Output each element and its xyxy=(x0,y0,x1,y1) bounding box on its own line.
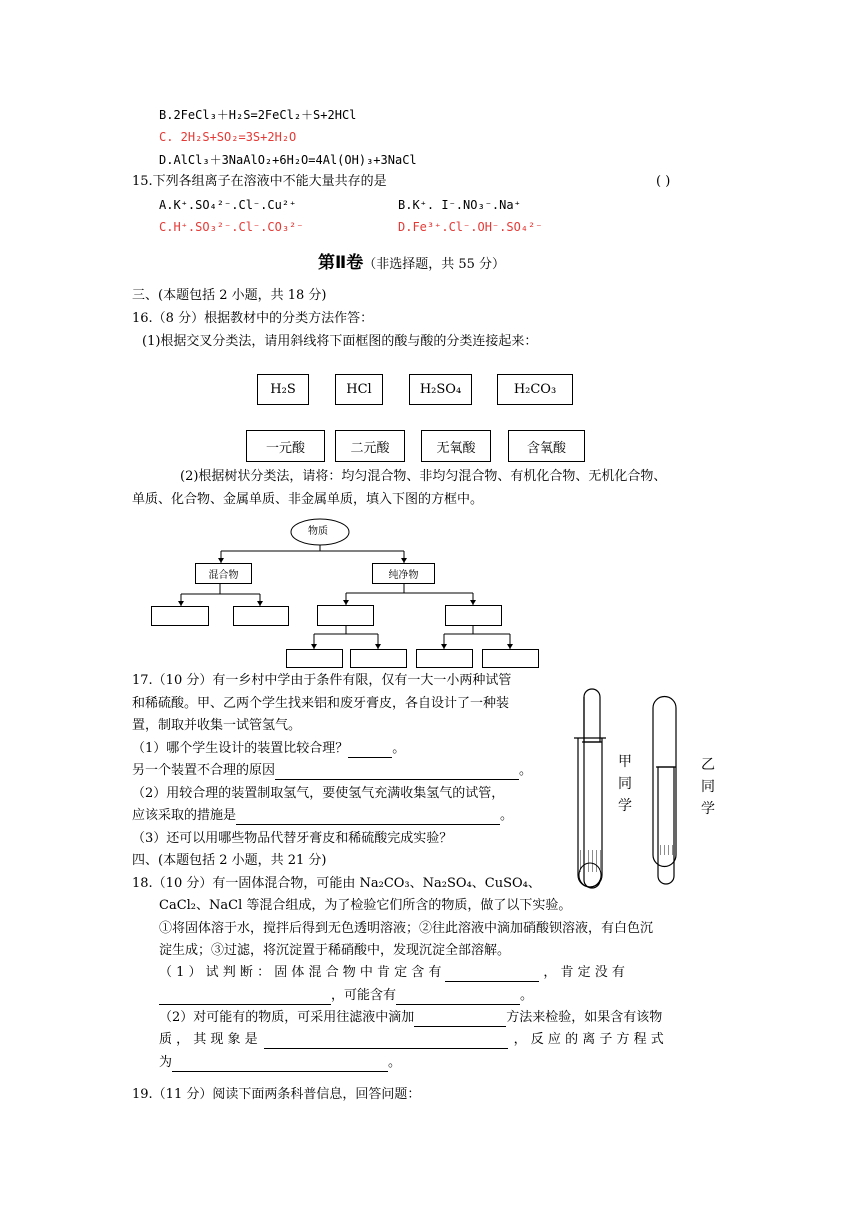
q17-reason-end: 。 xyxy=(519,763,533,778)
q18-blank-equation[interactable] xyxy=(172,1057,388,1072)
q16-part2-line1: (2)根据树状分类法，请将：均匀混合物、非均匀混合物、有机化合物、无机化合物、 xyxy=(180,469,667,484)
q17-line2: 和稀硫酸。甲、乙两个学生找来铝和废牙膏皮，各自设计了一种装 xyxy=(132,696,510,711)
q18-sub2-text-b: 方法来检验，如果含有该物 xyxy=(506,1010,663,1025)
q18-blank-reagent[interactable] xyxy=(414,1012,506,1027)
q18-sub2-text: （2）对可能有的物质，可采用往滤液中滴加 xyxy=(159,1010,415,1025)
tree-root-label: 物质 xyxy=(308,526,328,537)
q18-line4: 淀生成；③过滤，将沉淀置于稀硝酸中，发现沉淀全部溶解。 xyxy=(159,943,511,958)
label-char: 同 xyxy=(701,779,715,795)
acid-box-hcl: HCl xyxy=(335,374,383,405)
label-char: 甲 xyxy=(618,754,632,770)
acid-box-h2s: H₂S xyxy=(257,374,309,405)
q17-reason-text: 另一个装置不合理的原因 xyxy=(132,763,276,778)
label-jia-student xyxy=(617,751,633,817)
type-box-oxygen-free: 无氧酸 xyxy=(421,430,491,462)
part2-subtitle: （非选择题，共 55 分） xyxy=(363,257,506,272)
q18-sub2-text-d: ， 反 应 的 离 子 方 程 式 xyxy=(513,1032,664,1047)
q15-option-c: C.H⁺.SO₃²⁻.Cl⁻.CO₃²⁻ xyxy=(159,220,304,234)
q18-sub1-text-b: ， 肯 定 没 有 xyxy=(543,965,625,980)
q17-line1: 17.（10 分）有一乡村中学由于条件有限，仅有一大一小两种试管 xyxy=(132,673,512,688)
acid-box-h2so4: H₂SO₄ xyxy=(409,374,472,405)
tree-pure-box: 纯净物 xyxy=(372,563,435,584)
q18-line3: ①将固体溶于水，搅拌后得到无色透明溶液；②往此溶液中滴加硝酸钡溶液，有白色沉 xyxy=(159,921,654,936)
tube-yi xyxy=(653,697,676,885)
q16-part1: (1)根据交叉分类法，请用斜线将下面框图的酸与酸的分类连接起来： xyxy=(142,334,538,349)
label-char: 学 xyxy=(701,801,715,817)
q18-line1: 18.（10 分）有一固体混合物，可能由 Na₂CO₃、Na₂SO₄、CuSO₄、 xyxy=(132,876,541,891)
q17-line3: 置，制取并收集一试管氢气。 xyxy=(132,718,302,733)
q14-option-b: B.2FeCl₃＋H₂S=2FeCl₂＋S+2HCl xyxy=(159,108,357,122)
q18-sub2-line3 xyxy=(159,1054,401,1072)
q14-option-d: D.AlCl₃＋3NaAlO₂+6H₂O=4Al(OH)₃+3NaCl xyxy=(159,153,417,167)
tree-mixture-box: 混合物 xyxy=(195,563,252,584)
q15-answer-paren: ( ) xyxy=(656,174,671,189)
q18-sub1-end: 。 xyxy=(520,988,534,1003)
q19-stem: 19.（11 分）阅读下面两条科普信息，回答问题： xyxy=(132,1087,421,1102)
q18-line2: CaCl₂、NaCl 等混合组成，为了检验它们所含的物质，做了以下实验。 xyxy=(159,898,572,913)
label-char: 乙 xyxy=(701,757,715,773)
q15-option-d: D.Fe³⁺.Cl⁻.OH⁻.SO₄²⁻ xyxy=(398,220,543,234)
q18-sub2-line1 xyxy=(159,1009,662,1027)
label-char: 学 xyxy=(618,798,632,814)
type-box-oxyacid: 含氧酸 xyxy=(508,430,585,462)
type-box-diprotic: 二元酸 xyxy=(335,430,405,462)
label-char: 同 xyxy=(618,776,632,792)
section-4-heading: 四、(本题包括 2 小题，共 21 分) xyxy=(132,853,327,868)
label-yi-student xyxy=(700,754,716,820)
q15-option-a: A.K⁺.SO₄²⁻.Cl⁻.Cu²⁺ xyxy=(159,198,297,212)
q18-sub2-line2 xyxy=(159,1031,664,1049)
q17-question2: （2）用较合理的装置制取氢气，要使氢气充满收集氢气的试管， xyxy=(132,786,505,801)
q18-blank-phenomenon[interactable] xyxy=(264,1034,508,1049)
section-3-heading: 三、(本题包括 2 小题，共 18 分) xyxy=(132,288,327,303)
q18-sub2-text-e: 为 xyxy=(159,1055,173,1070)
q15-option-b: B.K⁺. I⁻.NO₃⁻.Na⁺ xyxy=(398,198,521,212)
type-box-monoprotic: 一元酸 xyxy=(246,430,325,462)
q17-q1-text: （1）哪个学生设计的装置比较合理？ xyxy=(132,741,349,756)
q17-measure-text: 应该采取的措施是 xyxy=(132,808,237,823)
q14-option-c: C. 2H₂S+SO₂=3S+2H₂O xyxy=(159,130,297,144)
q17-question3: （3）还可以用哪些物品代替牙膏皮和稀硫酸完成实验？ xyxy=(132,831,453,846)
q18-blank-definite[interactable] xyxy=(445,967,539,982)
q17-measure-end: 。 xyxy=(500,808,514,823)
q16-part2-line2: 单质、化合物、金属单质、非金属单质，填入下图的方框中。 xyxy=(132,492,484,507)
q18-sub1-line2 xyxy=(159,987,533,1005)
q18-sub1-line1 xyxy=(159,964,625,982)
q18-sub2-text-c: 质 ， 其 现 象 是 xyxy=(159,1032,258,1047)
q18-sub1-text: （ 1 ） 试 判 断 ： 固 体 混 合 物 中 肯 定 含 有 xyxy=(159,965,442,980)
q18-blank-absent[interactable] xyxy=(159,990,331,1005)
q16-stem: 16.（8 分）根据教材中的分类方法作答： xyxy=(132,311,374,326)
q18-sub1-text-c: ，可能含有 xyxy=(331,988,397,1003)
q18-blank-possible[interactable] xyxy=(396,990,520,1005)
q18-sub2-end: 。 xyxy=(388,1055,402,1070)
q15-stem: 15.下列各组离子在溶液中不能大量共存的是 xyxy=(132,174,387,189)
acid-box-h2co3: H₂CO₃ xyxy=(497,374,573,405)
part2-title: 第Ⅱ卷 xyxy=(318,253,364,273)
q17-q1-end: 。 xyxy=(392,741,406,756)
